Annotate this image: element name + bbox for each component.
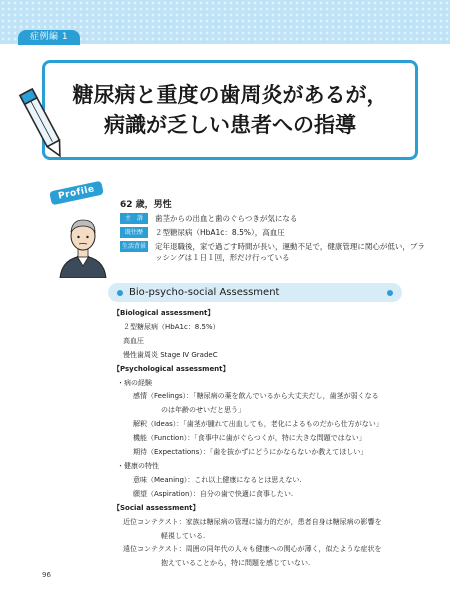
- aspiration: 願望（Aspiration）：自分の歯で快適に食事したい.: [133, 489, 294, 498]
- bio-heading: 【Biological assessment】: [113, 309, 215, 317]
- pencil-icon: [18, 84, 68, 164]
- function: 機能（Function）：「食事中に歯がぐらつくが，特に大きな問題ではない」: [133, 434, 366, 443]
- bullet-dot-icon: [387, 290, 393, 296]
- distal-context-cont: 抱えていることから，特に問題を感じていない.: [161, 559, 311, 568]
- patient-age-sex: 62 歳，男性: [120, 200, 172, 210]
- profile-row-lifestyle: [120, 241, 427, 263]
- bio-item: ２型糖尿病（HbA1c：8.5%）: [123, 322, 220, 331]
- bullet-dot-icon: [117, 290, 123, 296]
- social-heading: 【Social assessment】: [113, 503, 200, 512]
- profile-text: 定年退職後，家で過ごす時間が長い，運動不足で，健康管理に関心が低い，ブラッシングは１日１回，形だけ行っている: [155, 242, 425, 262]
- assessment-body: [113, 307, 413, 571]
- title-box: [42, 60, 418, 160]
- title-line-1: 糖尿病と重度の歯周炎があるが，: [72, 83, 388, 107]
- profile-tag: Profile: [49, 181, 104, 206]
- profile-text: 歯茎からの出血と歯のぐらつきが気になる: [155, 214, 298, 223]
- profile-row-history: [120, 227, 427, 238]
- health-characteristics: ・健康の特性: [117, 461, 159, 470]
- expectations: 期待（Expectations）：「歯を抜かずにどうにかならないか教えてほしい」: [133, 448, 368, 457]
- page-number: 96: [42, 571, 51, 579]
- bio-item: 慢性歯周炎 Stage Ⅳ GradeC: [123, 350, 218, 359]
- psy-heading: 【Psychological assessment】: [113, 364, 230, 373]
- assessment-section-header: [108, 283, 402, 302]
- case-label: 症例編 1: [18, 30, 80, 45]
- bio-item: 高血圧: [123, 336, 144, 345]
- ideas: 解釈（Ideas）：「歯茎が腫れて出血しても，老化によるものだから仕方がない」: [133, 420, 383, 429]
- illness-experience: ・病の経験: [117, 378, 152, 387]
- feelings-cont: のは年齢のせいだと思う」: [161, 406, 245, 415]
- meaning: 意味（Meaning）：これ以上健康になるとは思えない.: [133, 475, 302, 484]
- distal-context: 遠位コンテクスト：周囲の同年代の人々も健康への関心が薄く，似たような症状を: [123, 545, 382, 554]
- profile-text: ２型糖尿病（HbA1c：8.5%），高血圧: [155, 228, 285, 237]
- feelings: 感情（Feelings）：「糖尿病の薬を飲んでいるから大丈夫だし，歯茎が弱くなる: [133, 392, 379, 401]
- proximal-context: 近位コンテクスト：家族は糖尿病の管理に協力的だが，患者自身は糖尿病の影響を: [123, 517, 382, 526]
- profile-label: 主 訴: [120, 213, 148, 224]
- proximal-context-cont: 軽視している.: [161, 531, 206, 540]
- title-line-2: 病識が乏しい患者への指導: [104, 113, 356, 137]
- profile-label: 生活背景: [121, 243, 146, 250]
- patient-avatar-icon: [56, 212, 110, 278]
- profile-label: 既往歴: [120, 227, 148, 238]
- profile-row-complaint: [120, 213, 427, 224]
- section-title: Bio-psycho-social Assessment: [129, 287, 280, 298]
